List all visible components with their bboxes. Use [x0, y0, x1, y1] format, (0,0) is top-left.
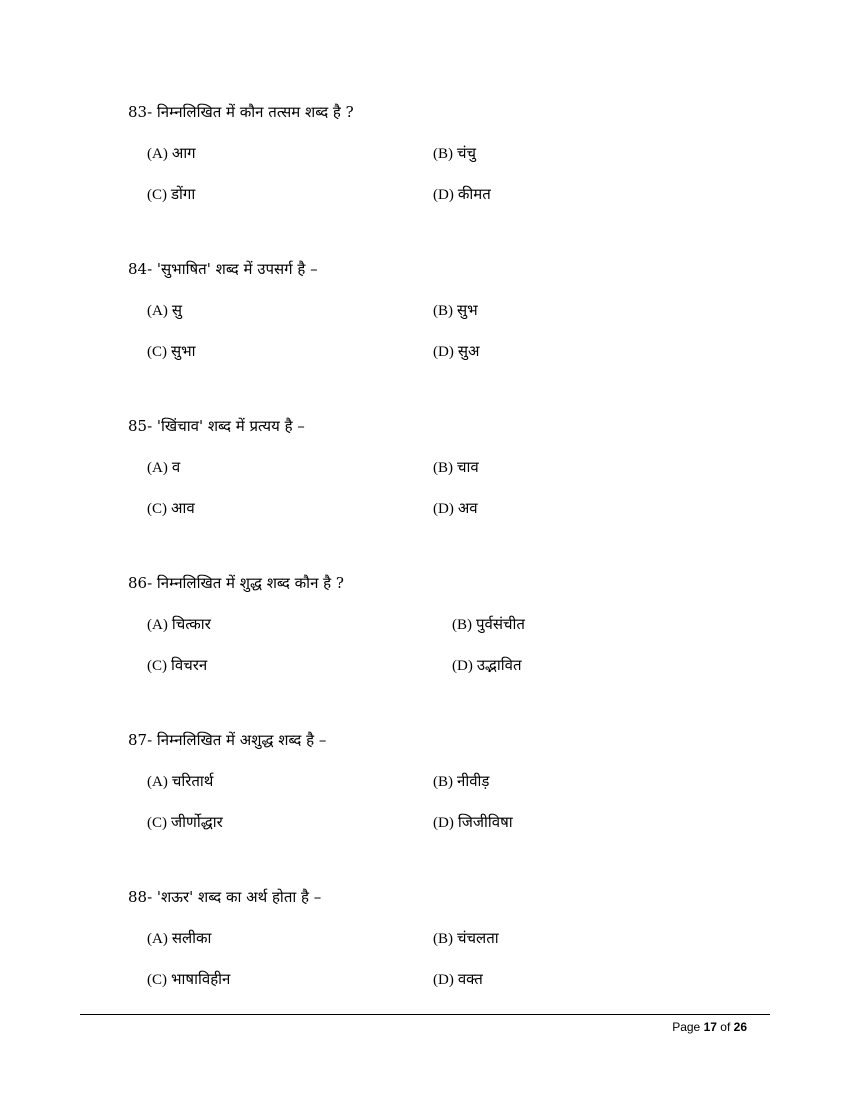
option-c: (C) आव: [147, 499, 195, 517]
question-83: [0, 102, 850, 232]
question-text: 83- निम्नलिखित में कौन तत्सम शब्द है ?: [128, 103, 354, 121]
question-87: [0, 730, 850, 860]
question-text: 88- 'शऊर' शब्द का अर्थ होता है –: [128, 888, 322, 906]
option-b: (B) पुर्वसंचीत: [452, 615, 525, 633]
question-text: 86- निम्नलिखित में शुद्ध शब्द कौन है ?: [128, 574, 344, 592]
option-c: (C) भाषाविहीन: [147, 970, 231, 988]
option-c: (C) डोंगा: [147, 185, 196, 203]
option-b: (B) सुभ: [433, 301, 478, 319]
option-d: (D) जिजीविषा: [433, 813, 513, 831]
of-word: of: [720, 1020, 731, 1034]
option-b: (B) चंचु: [433, 144, 477, 162]
page-word: Page: [672, 1020, 701, 1034]
current-page-number: 17: [703, 1020, 717, 1034]
question-85: [0, 416, 850, 546]
option-c: (C) विचरन: [147, 656, 208, 674]
option-a: (A) सलीका: [147, 929, 212, 947]
question-84: [0, 259, 850, 389]
question-88: [0, 887, 850, 1017]
question-text: 85- 'खिंचाव' शब्द में प्रत्यय है –: [128, 417, 305, 435]
option-d: (D) वक्त: [433, 970, 483, 988]
option-a: (A) चित्कार: [147, 615, 211, 633]
option-b: (B) चंचलता: [433, 929, 499, 947]
option-d: (D) उद्भावित: [452, 656, 522, 674]
option-a: (A) सु: [147, 301, 182, 319]
option-c: (C) सुभा: [147, 342, 196, 360]
option-a: (A) व: [147, 458, 181, 476]
footer-divider: [80, 1014, 770, 1015]
option-b: (B) चाव: [433, 458, 479, 476]
question-86: [0, 573, 850, 703]
option-d: (D) अव: [433, 499, 478, 517]
option-b: (B) नीवीड़: [433, 772, 490, 790]
option-c: (C) जीर्णोद्धार: [147, 813, 223, 831]
option-a: (A) चरितार्थ: [147, 772, 214, 790]
option-d: (D) कीमत: [433, 185, 491, 203]
page-number-footer: [672, 1019, 747, 1035]
question-text: 87- निम्नलिखित में अशुद्ध शब्द है –: [128, 731, 327, 749]
option-d: (D) सुअ: [433, 342, 480, 360]
option-a: (A) आग: [147, 144, 196, 162]
total-pages-number: 26: [733, 1020, 747, 1034]
question-text: 84- 'सुभाषित' शब्द में उपसर्ग है –: [128, 260, 318, 278]
